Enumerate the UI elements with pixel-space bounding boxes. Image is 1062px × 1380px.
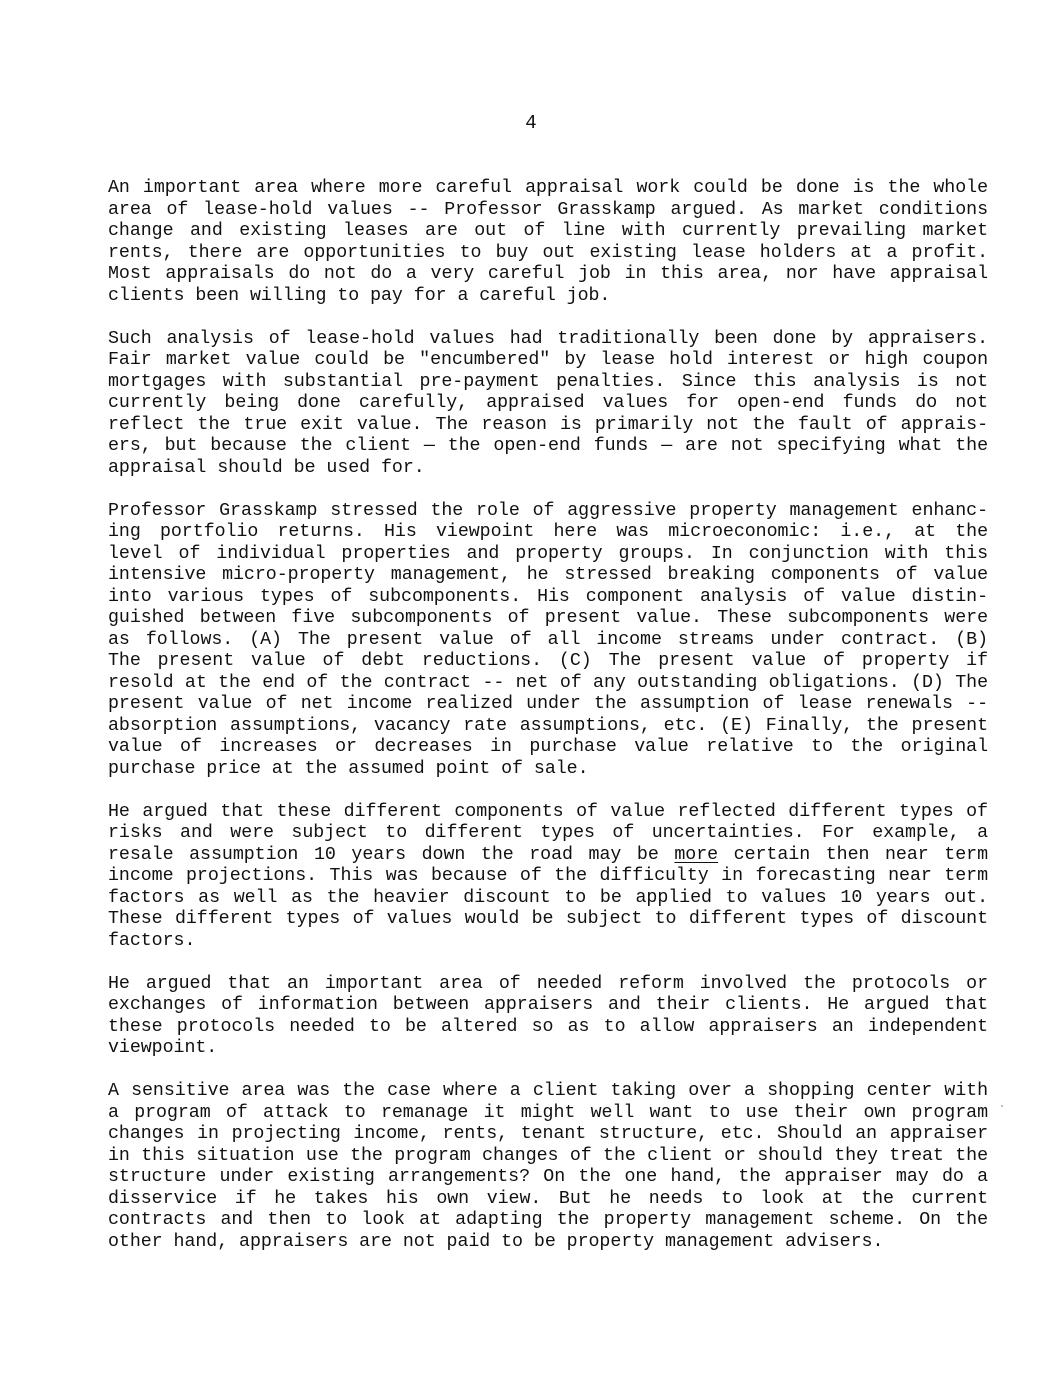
paragraph-line: currently being done carefully, appraised values for open-end funds do not [108, 393, 988, 413]
page-number: 4 [525, 112, 537, 134]
paragraph-line: income projections. This was because of the difficulty in forecasting near term [108, 866, 988, 886]
paragraph-lease-hold-analysis [108, 329, 988, 480]
paragraph-lease-hold-appraisal [108, 178, 988, 307]
paragraph-line: as follows. (A) The present value of all income streams under contract. (B) [108, 629, 988, 650]
paragraph-line: disservice if he takes his own view. But he needs to look at the current [108, 1188, 988, 1209]
paragraph-line: clients been willing to pay for a careful job. [108, 285, 611, 306]
paragraph-line: risks and were subject to different types of uncertainties. For example, a [108, 823, 988, 843]
paragraph-line: intensive micro-property management, he stressed breaking components of value [108, 565, 988, 585]
paragraph-line: other hand, appraisers are not paid to be property management advisers. [108, 1231, 884, 1252]
paragraph-line: these protocols needed to be altered so as to allow appraisers an independent [108, 1016, 988, 1037]
paragraph-line: ing portfolio returns. His viewpoint here was microeconomic: i.e., at the [108, 522, 988, 542]
paragraph-line: guished between five subcomponents of present value. These subcomponents were [108, 608, 988, 628]
paragraph-line: mortgages with substantial pre-payment penalties. Since this analysis is not [108, 371, 988, 392]
paragraph-line: contracts and then to look at adapting the property management scheme. On the [108, 1210, 988, 1230]
paragraph-line: These different types of values would be subject to different types of discount [108, 909, 988, 929]
paragraph-line: viewpoint. [108, 1038, 218, 1058]
paragraph-line: structure under existing arrangements? On the one hand, the appraiser may do a [108, 1167, 988, 1187]
paragraph-line: changes in projecting income, rents, tenant structure, etc. Should an appraiser [108, 1124, 988, 1144]
paragraph-line: absorption assumptions, vacancy rate assumptions, etc. (E) Finally, the present [108, 715, 988, 736]
paragraph-line: ers, but because the client — the open-end funds — are not specifying what the [108, 436, 988, 456]
paragraph-line: reflect the true exit value. The reason is primarily not the fault of apprais- [108, 414, 988, 435]
paragraph-line: value of increases or decreases in purchase value relative to the original [108, 737, 988, 757]
paragraph-line: purchase price at the assumed point of sale. [108, 758, 589, 779]
paragraph-line: exchanges of information between appraisers and their clients. He argued that [108, 995, 988, 1015]
paragraph-line: Most appraisals do not do a very careful job in this area, nor have appraisal [108, 264, 988, 284]
paragraph-line: level of individual properties and property groups. In conjunction with this [108, 543, 988, 564]
paragraph-line: factors. [108, 930, 196, 951]
paragraph-line: He argued that an important area of needed reform involved the protocols or [108, 973, 988, 994]
paragraph-line-with-underline: resale assumption 10 years down the road may be more certain then near term [108, 844, 988, 865]
paragraph-line: resold at the end of the contract -- net of any outstanding obligations. (D) The [108, 672, 988, 693]
paragraph-line: He argued that these different components of value reflected different types of [108, 801, 988, 822]
paragraph-line: Fair market value could be "encumbered" by lease hold interest or high coupon [108, 350, 988, 370]
paragraph-line: into various types of subcomponents. His component analysis of value distin- [108, 586, 988, 607]
body-text [108, 178, 988, 1275]
paragraph-line: in this situation use the program changes of the client or should they treat the [108, 1145, 988, 1166]
paragraph-line: A sensitive area was the case where a client taking over a shopping center with [108, 1081, 988, 1101]
paragraph-line: An important area where more careful appraisal work could be done is the whole [108, 178, 988, 198]
paragraph-line: a program of attack to remanage it might well want to use their own program [108, 1102, 988, 1123]
paragraph-shopping-center-case [108, 1081, 988, 1253]
scan-speck [1001, 1105, 1003, 1107]
paragraph-line: change and existing leases are out of line with currently prevailing market [108, 221, 988, 241]
underlined-word: more [674, 844, 719, 865]
paragraph-line: appraisal should be used for. [108, 457, 425, 478]
paragraph-property-management [108, 501, 988, 781]
paragraph-risk-components [108, 802, 988, 953]
paragraph-line: The present value of debt reductions. (C) The present value of property if [108, 651, 988, 671]
paragraph-line: present value of net income realized under the assumption of lease renewals -- [108, 694, 988, 714]
paragraph-line: Such analysis of lease-hold values had traditionally been done by appraisers. [108, 328, 988, 349]
paragraph-line: factors as well as the heavier discount to be applied to values 10 years out. [108, 887, 988, 908]
paragraph-line: rents, there are opportunities to buy out existing lease holders at a profit. [108, 242, 988, 263]
paragraph-line: area of lease-hold values -- Professor Grasskamp argued. As market conditions [108, 199, 988, 220]
paragraph-line: Professor Grasskamp stressed the role of aggressive property management enhanc- [108, 500, 988, 521]
paragraph-protocol-reform [108, 974, 988, 1060]
